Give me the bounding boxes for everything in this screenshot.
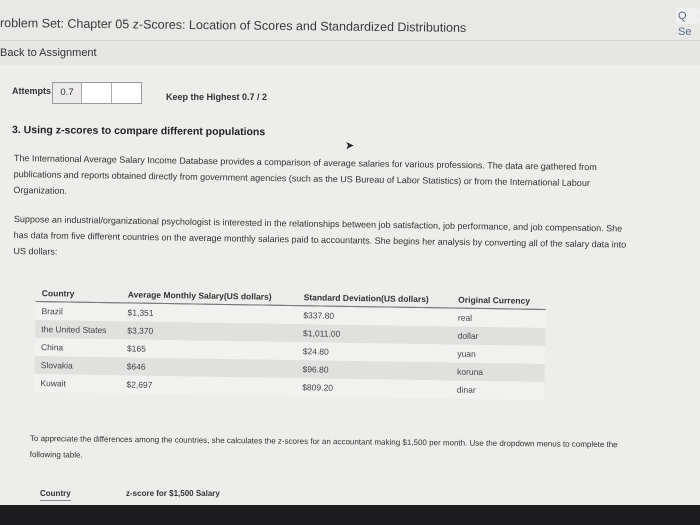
table-cell: $646 <box>121 357 297 378</box>
attempts-slot <box>82 83 112 103</box>
attempts-label: Attempts <box>12 86 52 96</box>
table-cell: $1,351 <box>121 303 297 324</box>
table-cell: dollar <box>452 327 546 346</box>
table-cell: koruna <box>451 363 545 382</box>
title-bar <box>0 0 700 41</box>
table-cell: $2,697 <box>120 375 296 396</box>
col-header-average-salary: Average Monthly Salary(US dollars) <box>122 284 298 305</box>
table-cell: Slovakia <box>35 356 121 375</box>
question-paragraph-1: The International Average Salary Income Database provides a comparison of average salaries for various professions. The data are gathered from publications and reports obtained directly from government agencies (such as the US Bureau of Labor Statistics) or from the International Labour Organization. <box>13 152 597 196</box>
back-to-assignment-link[interactable]: Back to Assignment <box>0 47 97 59</box>
table-cell: $1,011.00 <box>297 324 452 344</box>
keep-highest-note: Keep the Highest 0.7 / 2 <box>166 92 268 102</box>
zscore-col-header-zscore: z-score for $1,500 Salary <box>126 489 220 498</box>
col-header-original-currency: Original Currency <box>452 290 546 310</box>
zscore-col-header-country: Country <box>40 489 71 501</box>
attempts-value: 0.7 <box>53 83 82 103</box>
salary-table-panel <box>34 283 546 401</box>
dropdown-instructions: To appreciate the differences among the countries, she calculates the z-scores for an accountant making $1,500 per month. Use the dropdown menus to complete the following table. <box>29 433 618 460</box>
search-icon[interactable]: Q Se <box>676 8 700 24</box>
table-cell: $96.80 <box>296 360 451 380</box>
screen-bezel <box>0 505 700 525</box>
table-cell: $337.80 <box>297 306 452 327</box>
table-cell: $809.20 <box>296 378 451 398</box>
attempts-progress <box>52 82 142 104</box>
table-cell: Brazil <box>35 301 121 321</box>
mouse-cursor-icon: ➤ <box>345 140 355 152</box>
table-cell: $24.80 <box>297 342 452 362</box>
question-paragraph-2: Suppose an industrial/organizational psychologist is interested in the relationships between job satisfaction, job performance, and job compensation. She has data from five different countries on the average monthly salaries paid to accountants. She begins her analysis by converting all of the salary data into US dollars: <box>13 213 627 257</box>
question-heading: 3. Using z-scores to compare different populations <box>11 124 266 139</box>
table-cell: $3,370 <box>121 321 297 342</box>
table-cell: China <box>35 338 121 357</box>
table-cell: dinar <box>451 381 545 400</box>
table-cell: Kuwait <box>34 374 120 393</box>
col-header-country: Country <box>36 283 122 303</box>
table-cell: $165 <box>121 339 297 360</box>
attempts-slot <box>112 83 140 103</box>
table-cell: yuan <box>451 345 545 364</box>
page-title: roblem Set: Chapter 05 z-Scores: Location of Scores and Standardized Distributions <box>0 16 467 35</box>
salary-table <box>34 283 546 400</box>
table-cell: the United States <box>35 320 121 339</box>
table-cell: real <box>452 308 546 328</box>
col-header-standard-deviation: Standard Deviation(US dollars) <box>298 287 453 308</box>
